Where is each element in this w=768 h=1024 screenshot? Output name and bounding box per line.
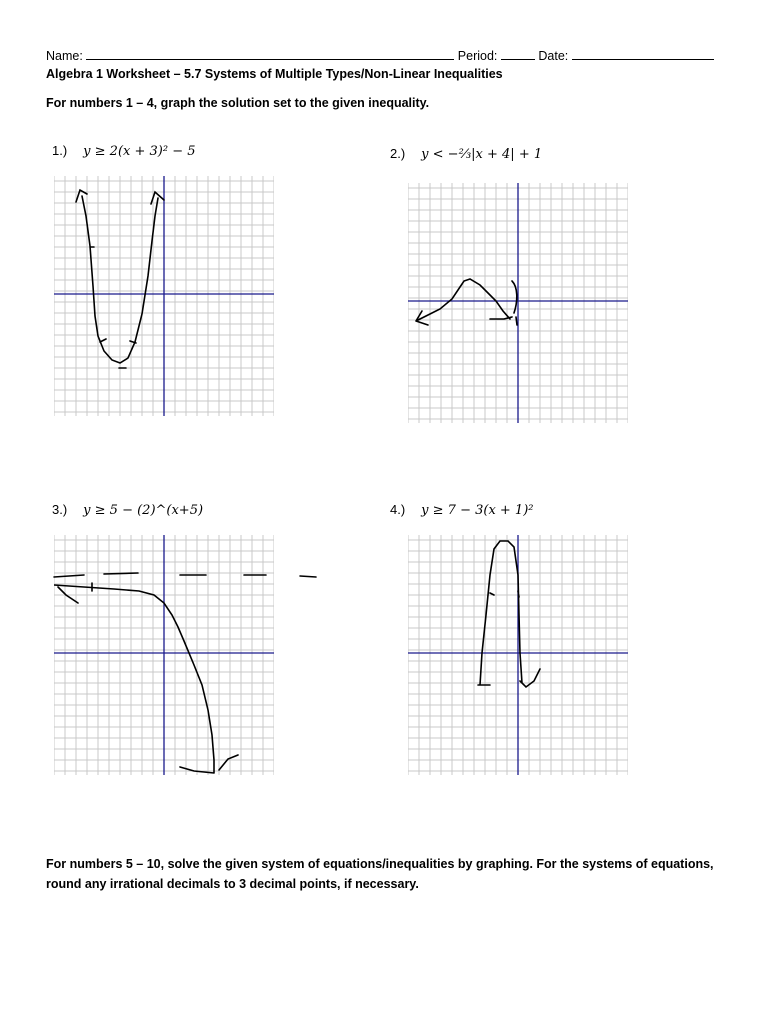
problem-2: [390, 146, 542, 162]
problem-number: 4.): [390, 502, 406, 517]
date-label: Date:: [538, 49, 569, 63]
name-blank[interactable]: [86, 48, 454, 60]
instructions-5-10-line-1: For numbers 5 – 10, solve the given system of equations/inequalities by graphing. For the systems of equations,: [46, 857, 714, 871]
graph-3[interactable]: [54, 535, 274, 775]
problem-number: 1.): [52, 143, 68, 158]
problem-equation: y ≥ 7 − 3(x + 1)²: [421, 503, 534, 518]
problem-4: [390, 502, 534, 518]
handwritten-curve: [416, 279, 517, 325]
coordinate-grid: [54, 176, 274, 416]
graph-1[interactable]: [54, 176, 274, 416]
name-label: Name:: [46, 49, 83, 63]
problem-equation: y ≥ 2(x + 3)² − 5: [83, 144, 196, 159]
instructions-5-10-line-2: round any irrational decimals to 3 decimal points, if necessary.: [46, 877, 419, 891]
coordinate-grid: [408, 183, 628, 423]
problem-equation: y < −⅔|x + 4| + 1: [421, 147, 543, 162]
worksheet-title: Algebra 1 Worksheet – 5.7 Systems of Multiple Types/Non-Linear Inequalities: [46, 67, 503, 81]
instructions-1-4: For numbers 1 – 4, graph the solution set to the given inequality.: [46, 96, 430, 110]
problem-3: [52, 502, 203, 518]
period-blank[interactable]: [501, 48, 535, 60]
date-blank[interactable]: [572, 48, 714, 60]
period-label: Period:: [457, 49, 498, 63]
problem-number: 2.): [390, 146, 406, 161]
problem-number: 3.): [52, 502, 68, 517]
dashed-asymptote-marks: [54, 567, 324, 587]
header-fields: [46, 48, 714, 63]
handwritten-parabola: [478, 541, 540, 687]
coordinate-grid: [408, 535, 628, 775]
problem-1: [52, 143, 196, 159]
graph-4[interactable]: [408, 535, 628, 775]
problem-equation: y ≥ 5 − (2)^(x+5): [83, 503, 204, 518]
graph-2[interactable]: [408, 183, 628, 423]
handwritten-curve: [54, 583, 238, 773]
